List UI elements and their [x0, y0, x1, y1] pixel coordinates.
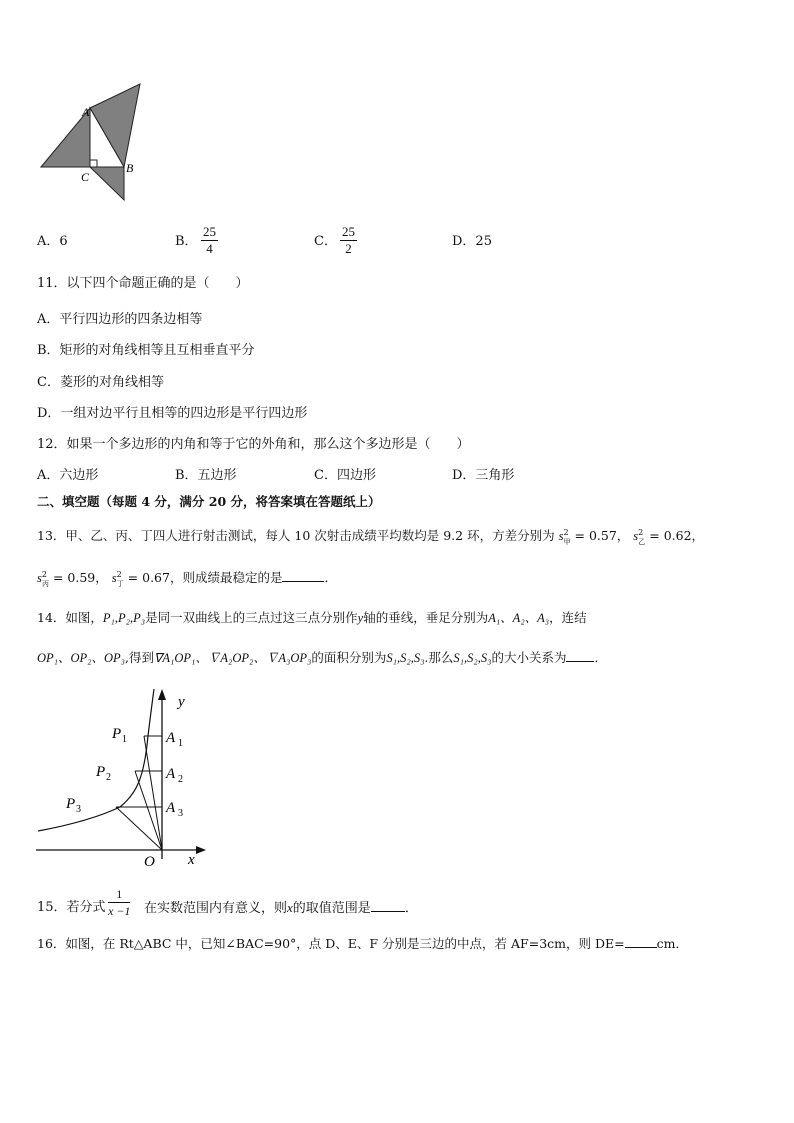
q10-b-numerator: 25	[203, 224, 216, 239]
q10-option-b-label: B．	[175, 234, 198, 249]
q13-s-yi-symbol: s	[633, 529, 639, 544]
q16-line	[37, 934, 688, 954]
q15-end: ．	[404, 901, 418, 916]
q15-numerator: 1	[108, 886, 130, 903]
q13-s-jia-symbol: s	[558, 529, 564, 544]
q14-areas-2: S₁,S₂,S₃	[453, 651, 492, 665]
q13-sub-jia: 甲	[563, 537, 571, 546]
q14-points: P₁,P₂,P₃	[102, 611, 146, 625]
triangle-figure	[36, 80, 156, 205]
label-C: C	[81, 170, 90, 184]
label-y: y	[178, 694, 185, 710]
label-P2-sub: 2	[106, 772, 111, 783]
q14-text-c: 轴的垂线，垂足分别为	[363, 610, 489, 625]
q15-prefix: 15．若分式	[37, 900, 106, 915]
q12-option-c: C．四边形	[314, 468, 376, 483]
q13-s-yi-value: = 0.62，	[649, 528, 705, 544]
q13-s-ding-value: = 0.67	[127, 570, 170, 586]
label-A1: A	[166, 730, 176, 746]
q13-sup-yi: 2	[638, 528, 644, 537]
q15-variable: x	[287, 900, 293, 915]
q13-sup-ding: 2	[116, 570, 122, 579]
q16-unit: cm．	[656, 936, 688, 951]
q14-text-then: .那么	[424, 650, 454, 665]
label-P3-sub: 3	[76, 804, 81, 815]
q10-option-c-fraction	[340, 224, 357, 257]
label-A1-sub: 1	[178, 738, 183, 749]
q13-s-ding-symbol: s	[111, 571, 117, 586]
q10-option-a: A．6	[37, 234, 68, 249]
q13-sup-jia: 2	[563, 528, 569, 537]
q14-line2	[37, 648, 607, 668]
q15-post: 的取值范围是	[292, 901, 371, 916]
q11-stem: 11．以下四个命题正确的是（ ）	[37, 276, 249, 291]
q10-c-numerator: 25	[342, 224, 355, 239]
q14-text-d: ，连结	[549, 610, 587, 625]
label-A3: A	[166, 800, 176, 816]
q12-option-b: B．五边形	[175, 468, 237, 483]
q13-sub-bing: 丙	[41, 579, 49, 588]
q13-s-bing-symbol: s	[37, 571, 42, 586]
q12-option-a: A．六边形	[37, 468, 99, 483]
q14-segments: OP₁、OP₂、OP₃	[37, 651, 126, 665]
q13-answer-blank[interactable]	[282, 581, 324, 582]
label-A2-sub: 2	[178, 774, 183, 785]
q11-option-c: C．菱形的对角线相等	[37, 375, 164, 390]
label-A3-sub: 3	[178, 808, 183, 819]
q11-option-b: B．矩形的对角线相等且互相垂直平分	[37, 343, 255, 358]
label-O: O	[144, 854, 155, 869]
q14-feet: A₁、A₂、A₃	[488, 611, 550, 625]
q14-triangles: ∇A₁OP₁、∇A₂OP₂、∇A₃OP₃	[154, 651, 312, 665]
q15-text	[144, 898, 418, 919]
segment-op2	[135, 771, 162, 850]
label-A2: A	[166, 766, 176, 782]
label-x: x	[188, 852, 195, 868]
q14-end: ．	[594, 650, 607, 665]
q14-text-got: ,得到	[125, 650, 155, 665]
q10-b-denominator: 4	[206, 241, 213, 256]
q11-option-a: A．平行四边形的四条边相等	[37, 312, 203, 327]
hyperbola-curve	[38, 689, 154, 831]
q13-s-jia-value: = 0.57，	[574, 528, 630, 544]
q13-sup-bing: 2	[41, 570, 47, 579]
q10-c-denominator: 2	[345, 241, 352, 256]
q12-option-d: D．三角形	[452, 468, 515, 483]
q14-text-relation: 的大小关系为	[491, 650, 567, 665]
q15-denominator: x −1	[108, 904, 131, 918]
label-P2: P	[96, 764, 106, 780]
q10-option-c-label: C．	[314, 234, 337, 249]
q13-sub-yi: 乙	[638, 537, 646, 546]
q14-areas: S₁,S₂,S₃	[386, 651, 425, 665]
q10-option-d: D．25	[452, 234, 492, 249]
label-B: B	[126, 161, 134, 175]
q14-line1	[37, 608, 587, 628]
label-P1-sub: 1	[122, 734, 127, 745]
q15-fraction	[108, 886, 130, 919]
q11-option-d: D．一组对边平行且相等的四边形是平行四边形	[37, 406, 308, 421]
q13-line1	[37, 523, 704, 552]
q14-text-b: 是同一双曲线上的三点过这三点分别作	[145, 610, 358, 625]
segment-op1	[144, 736, 162, 850]
q13-line2	[37, 565, 337, 594]
label-P1: P	[112, 726, 122, 742]
q13-sub-ding: 丁	[116, 579, 124, 588]
section-heading-fill-blank: 二、填空题（每题 4 分，满分 20 分，将答案填在答题纸上）	[37, 494, 381, 509]
y-axis-arrow	[158, 689, 166, 700]
q14-text-area: 的面积分别为	[311, 650, 387, 665]
bottom-shaded-triangle	[90, 167, 124, 200]
label-P3: P	[66, 796, 76, 812]
q10-option-b-fraction	[201, 224, 218, 257]
hyperbola-figure	[36, 684, 216, 869]
q13-s-bing-value: = 0.59，	[52, 570, 108, 586]
q13-text: 13．甲、乙、丙、丁四人进行射击测试，每人 10 次射击成绩平均数均是 9.2 环，方差分别为	[37, 528, 555, 544]
q14-answer-blank[interactable]	[566, 661, 594, 662]
q16-text: 16．如图，在 Rt△ABC 中，已知∠BAC=90°，点 D、E、F 分别是三边的中点，若 AF=3cm，则 DE=	[37, 936, 625, 951]
x-axis-arrow	[196, 846, 206, 854]
q14-y-axis: y	[357, 611, 364, 625]
q13-tail: ，则成绩最稳定的是	[169, 570, 283, 586]
q16-answer-blank[interactable]	[625, 947, 657, 948]
q12-stem: 12．如果一个多边形的内角和等于它的外角和，那么这个多边形是（ ）	[37, 437, 470, 452]
q13-end: ．	[324, 570, 337, 586]
label-A: A	[82, 105, 90, 119]
q15-mid: 在实数范围内有意义，则	[144, 901, 288, 916]
q15-answer-blank[interactable]	[371, 911, 405, 912]
q14-intro: 14．如图，	[37, 610, 103, 625]
